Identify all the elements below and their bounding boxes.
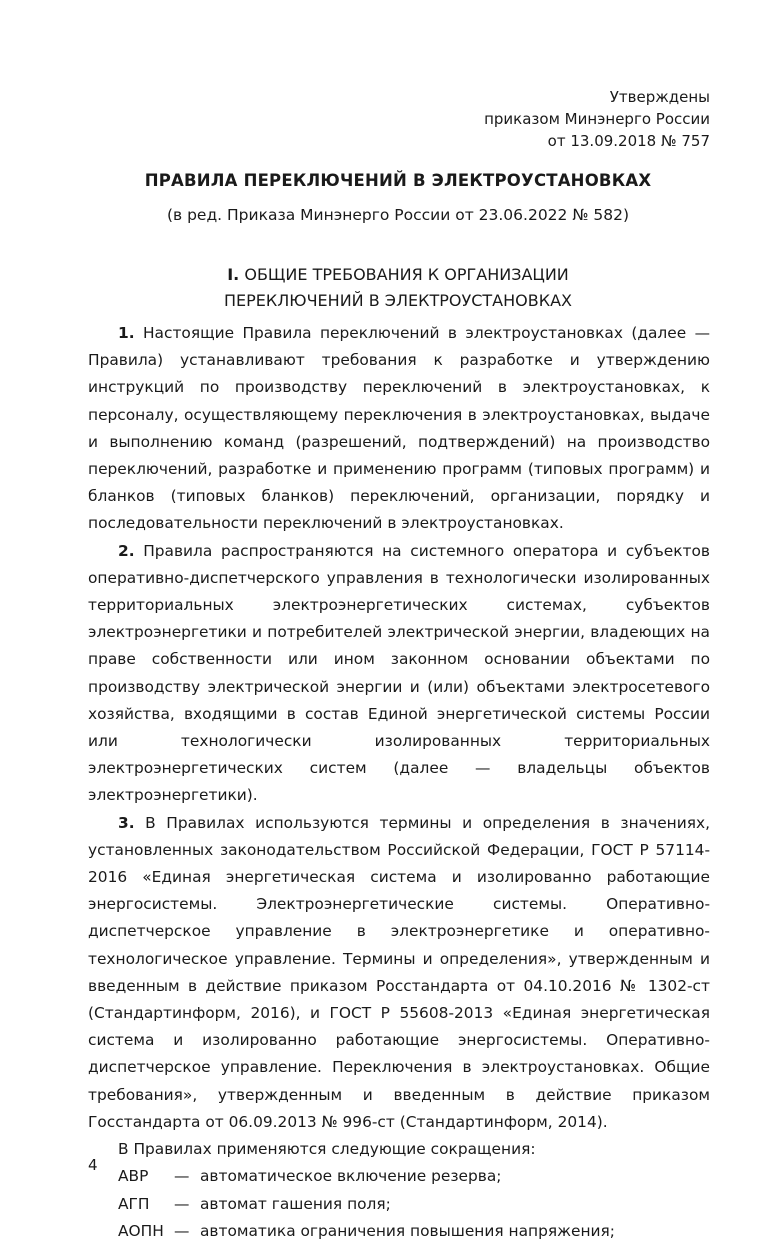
section-heading-line-2: ПЕРЕКЛЮЧЕНИЙ В ЭЛЕКТРОУСТАНОВКАХ <box>224 291 572 310</box>
abbreviations-intro: В Правилах применяются следующие сокращения: <box>118 1140 536 1159</box>
section-heading-line-1: ОБЩИЕ ТРЕБОВАНИЯ К ОРГАНИЗАЦИИ <box>244 265 569 284</box>
abbreviation-key: АГП <box>118 1194 150 1213</box>
paragraph-text: Правила распространяются на системного оператора и субъектов оперативно-диспетчерского управления в технологически изолированных территориальных электроэнергетических системах, субъектов электроэнергетики и потребителей электрической энергии, владеющих на праве собственности или ином законном основании объектами по производству электрической энергии и (или) объектами электросетевого хозяйства, входящими в состав Единой энергетической системы России или технологически изолированных территориальных электроэнергетических систем (далее — владельцы объектов электроэнергетики). <box>88 541 710 805</box>
paragraph-number: 3. <box>118 813 135 832</box>
approval-line-3: от 13.09.2018 № 757 <box>547 132 710 150</box>
approval-line-1: Утверждены <box>609 88 710 106</box>
document-subtitle: (в ред. Приказа Минэнерго России от 23.06.2022 № 582) <box>166 206 630 224</box>
approval-line-2: приказом Минэнерго России <box>484 110 710 128</box>
abbreviation-dash: — <box>174 1221 190 1240</box>
approval-block <box>484 86 710 152</box>
abbreviation-dash: — <box>174 1194 190 1213</box>
document-title: ПРАВИЛА ПЕРЕКЛЮЧЕНИЙ В ЭЛЕКТРОУСТАНОВКАХ <box>144 171 652 190</box>
document-body <box>88 320 710 1245</box>
abbreviation-row <box>118 1163 710 1190</box>
page-number: 4 <box>88 1156 98 1174</box>
abbreviation-key: АВР <box>118 1167 149 1186</box>
paragraph-number: 2. <box>118 541 135 560</box>
section-heading <box>88 262 708 314</box>
abbreviation-definition: автоматическое включение резерва; <box>200 1167 502 1186</box>
abbreviation-definition: автомат гашения поля; <box>200 1194 391 1213</box>
paragraph-text: Настоящие Правила переключений в электроустановках (далее — Правила) устанавливают требования к разработке и утверждению инструкций по производству переключений в электроустановках, к персоналу, осуществляющему переключения в электроустановках, выдаче и выполнению команд (разрешений, подтверждений) на производство переключений, разработке и применению программ (типовых программ) и бланков (типовых бланков) переключений, организации, порядку и последовательности переключений в электроустановках. <box>88 324 710 533</box>
abbreviation-definition: автоматика ограничения повышения напряжения; <box>200 1221 615 1240</box>
paragraph-1 <box>88 320 710 538</box>
abbreviation-key: АОПН <box>118 1221 164 1240</box>
paragraph-2 <box>88 538 710 810</box>
section-number: I. <box>227 265 240 284</box>
abbreviation-row <box>118 1191 710 1218</box>
paragraph-3 <box>88 810 710 1136</box>
abbreviation-dash: — <box>174 1167 190 1186</box>
paragraph-text: В Правилах используются термины и определения в значениях, установленных законодательством Российской Федерации, ГОСТ Р 57114-2016 «Единая энергетическая система и изолированно работающие энергосистемы. Электроэнергетические системы. Оперативно-диспетчерское управление в электроэнергетике и оперативно-технологическое управление. Термины и определения», утвержденным и введенным в действие приказом Росстандарта от 04.10.2016 № 1302-ст (Стандартинформ, 2016), и ГОСТ Р 55608-2013 «Единая энергетическая система и изолированно работающие энергосистемы. Оперативно-диспетчерское управление. Переключения в электроустановках. Общие требования», утвержденным и введенным в действие приказом Госстандарта от 06.09.2013 № 996-ст (Стандартинформ, 2014). <box>88 813 710 1131</box>
paragraph-number: 1. <box>118 324 135 342</box>
